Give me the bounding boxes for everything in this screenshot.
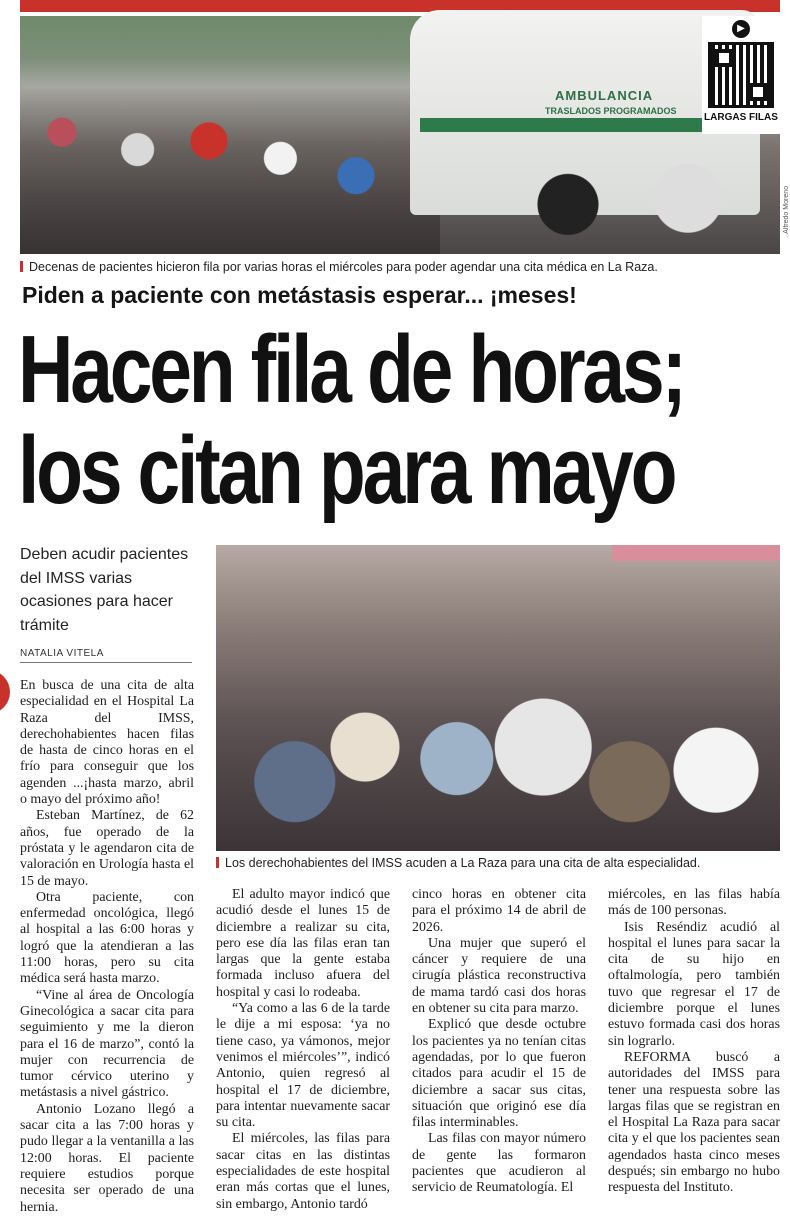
paragraph: “Ya como a las 6 de la tarde le dije a mi esposa: ‘ya no tiene caso, ya vámonos, mejor venimos el miércoles’”, indicó Antonio, quien regresó al hospital el 17 de diciembre, para intentar nuevamente sacar su cita. <box>216 1001 390 1131</box>
paragraph: Esteban Martínez, de 62 años, fue operado de la próstata y le agendaron cita de valoración en Urología hasta el 15 de mayo. <box>20 808 194 889</box>
paragraph: El adulto mayor indicó que acudió desde el lunes 15 de diciembre a realizar su cita, pero ese día las filas eran tan largas que la gente estaba formada incluso afuera del hospital y casi lo rodeaba. <box>216 887 390 1000</box>
tent-awning <box>612 545 780 561</box>
byline-divider <box>20 662 192 663</box>
paragraph: miércoles, en las filas había más de 100 personas. <box>608 887 780 919</box>
paragraph: “Vine al área de Oncología Ginecológica a sacar cita para seguimiento y me la dieron para el 16 de marzo”, contó la mujer con recurrencia de tumor cérvico uterino y metástasis a nivel gástrico. <box>20 987 194 1101</box>
paragraph: Otra paciente, con enfermedad oncológica, llegó al hospital a las 6:00 horas y logró que la atendieran a las 11:00 horas, pero su cita médica será hasta marzo. <box>20 889 194 987</box>
paragraph: Una mujer que superó el cáncer y requiere de una cirugía plástica reconstructiva de mama tardó casi dos horas en obtener su cita para marzo. <box>412 935 586 1017</box>
paragraph: Explicó que desde octubre los pacientes ya no tenían citas agendadas, por lo que fueron citados para acudir el 15 de diciembre a sacar sus citas, situación que originó ese día filas interminables. <box>412 1017 586 1131</box>
body-column-1 <box>20 678 194 1216</box>
paragraph: Isis Reséndiz acudió al hospital el lunes para sacar la cita de su hijo en oftalmología, pero también tuvo que regresar el 17 de diciembre porque el lunes estuvo formada casi dos horas sin lograrlo. <box>608 919 780 1049</box>
headline-line-2: los citan para mayo <box>18 417 675 524</box>
caption-marker <box>216 857 219 868</box>
crowd-people <box>230 620 770 851</box>
caption-marker <box>20 261 23 272</box>
qr-code-icon[interactable] <box>708 42 774 108</box>
ambulance-sublabel: TRASLADOS PROGRAMADOS <box>545 106 677 116</box>
body-column-3 <box>412 887 586 1197</box>
paragraph: Las filas con mayor número de gente las formaron pacientes que acudieron al servicio de Reumatología. El <box>412 1131 586 1196</box>
kicker: Piden a paciente con metástasis esperar... ¡meses! <box>22 282 577 308</box>
paragraph: El miércoles, las filas para sacar citas en las distintas especialidades de este hospital eran más cortas que el lunes, sin embargo, Antonio tardó <box>216 1131 390 1212</box>
paragraph: REFORMA buscó a autoridades del IMSS para tener una respuesta sobre las largas filas que se registran en el Hospital La Raza para sacar cita y el que los pacientes sean agendados hasta cinco meses después; sin embargo no hubo respuesta del Instituto. <box>608 1049 780 1196</box>
crowd-photo-caption <box>216 856 700 870</box>
photo-credit: Alfredo Moreno <box>783 186 790 234</box>
photo-caption-text: Decenas de pacientes hicieron fila por varias horas el miércoles para poder agendar una cita médica en La Raza. <box>29 260 658 274</box>
paragraph: En busca de una cita de alta especialidad en el Hospital La Raza del IMSS, derechohabientes hacen filas de hasta de cinco horas en el frío para conseguir que los agenden ...¡hasta marzo, abril o mayo del próximo año! <box>20 678 194 808</box>
paragraph: cinco horas en obtener cita para el próximo 14 de abril de 2026. <box>412 887 586 935</box>
paragraph: Antonio Lozano llegó a sacar cita a las 7:00 horas y pudo llegar a la ventanilla a las 12:00 horas. El paciente requiere estudios porque necesita ser operado de una hernia. <box>20 1101 194 1215</box>
body-column-4 <box>608 887 780 1197</box>
photo-caption <box>20 260 658 274</box>
headline-line-1: Hacen fila de horas; <box>18 316 684 423</box>
qr-label: LARGAS FILAS <box>704 112 778 123</box>
play-icon: ▶ <box>732 20 750 38</box>
body-column-2 <box>216 887 390 1213</box>
subheadline: Deben acudir pacientes del IMSS varias ocasiones para hacer trámite <box>20 546 189 634</box>
queue-crowd <box>20 80 440 254</box>
crowd-photo-caption-text: Los derechohabientes del IMSS acuden a La Raza para una cita de alta especialidad. <box>225 856 701 870</box>
foreground-people <box>520 130 760 254</box>
byline: NATALIA VITELA <box>20 648 104 659</box>
edge-marker <box>0 670 10 714</box>
ambulance-label: AMBULANCIA <box>555 88 654 103</box>
